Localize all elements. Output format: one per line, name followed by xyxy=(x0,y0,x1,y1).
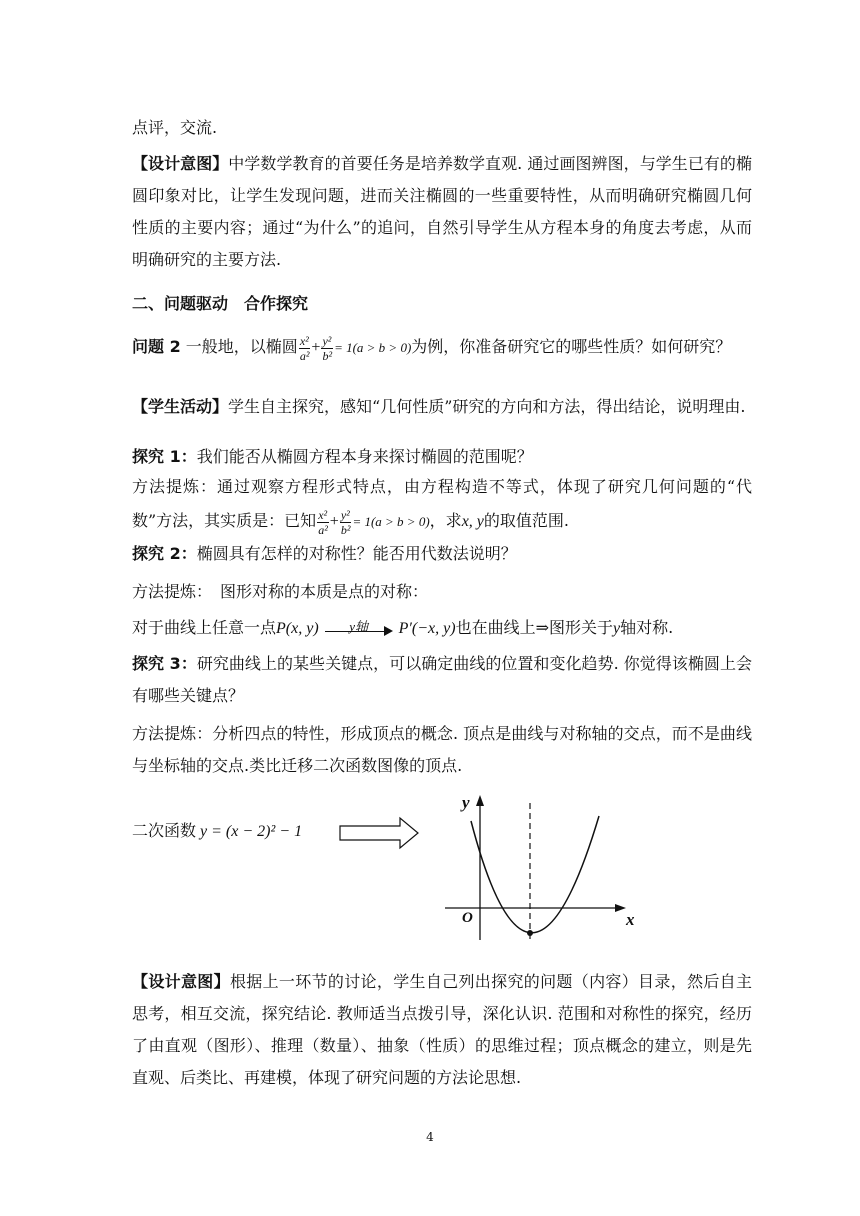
eq2-den-a: a² xyxy=(318,522,328,537)
arrow-label: y轴 xyxy=(349,618,369,634)
quadratic-label: 二次函数 xyxy=(132,821,197,840)
implies-symbol: ⇒ xyxy=(535,618,550,637)
eq2-rhs: = 1(a > b > 0) xyxy=(352,514,430,529)
explore-1-label: 探究 1： xyxy=(132,447,197,466)
explore-3-method: 方法提炼：分析四点的特性，形成顶点的概念. 顶点是曲线与对称轴的交点，而不是曲线与坐标轴的交点.类比迁移二次函数图像的顶点. xyxy=(132,724,752,775)
axis-y-label: y xyxy=(462,793,470,812)
paragraph-comment: 点评，交流. xyxy=(132,118,218,137)
method-1-pre: 方法提炼：通过观察方程形式特点，由方程构造不等式，体现了研究几何问题的“代数”方法，其实质是：已知 xyxy=(132,477,752,530)
problem-post: 为例，你准备研究它的哪些性质？如何研究？ xyxy=(411,337,732,356)
sym-end: 轴对称. xyxy=(620,618,674,637)
x-axis-arrowhead xyxy=(615,904,626,912)
eq-plus: + xyxy=(311,339,321,356)
explore-1-text: 我们能否从椭圆方程本身来探讨椭圆的范围呢？ xyxy=(196,447,533,466)
point-p-prime: P′(−x, y) xyxy=(398,620,456,637)
explore-2-method: 方法提炼： 图形对称的本质是点的对称： xyxy=(132,582,429,601)
page-number: 4 xyxy=(426,1130,434,1144)
design-intent-2-label: 【设计意图】 xyxy=(132,972,230,991)
eq2-den-b: b² xyxy=(340,522,351,537)
design-intent-2-text: 根据上一环节的讨论，学生自己列出探究的问题（内容）目录，然后自主思考，相互交流，探究结论. 教师适当点拨引导，深化认识. 范围和对称性的探究，经历了由直观（图形）、推理（数量）、抽象（性质）的思维过程；顶点概念的建立，则是先直观、后类比、再建模，体现了研究问题的方法论思想. xyxy=(132,972,752,1087)
eq2-plus: + xyxy=(329,513,339,530)
eq-num-y: y² xyxy=(322,333,332,348)
explore-3-label: 探究 3： xyxy=(132,654,197,673)
eq2-num-y: y² xyxy=(340,507,350,522)
eq-num-x: x² xyxy=(299,333,309,348)
hollow-arrow xyxy=(340,818,418,848)
sym-axis: y xyxy=(613,620,621,637)
sym-post: 图形关于 xyxy=(549,618,614,637)
origin-label: O xyxy=(462,910,473,926)
explore-2-label: 探究 2： xyxy=(132,544,197,563)
sym-pre: 对于曲线上任意一点 xyxy=(132,618,277,637)
axis-x-label: x xyxy=(626,910,635,929)
design-intent-text: 中学数学教育的首要任务是培养数学直观. 通过画图辨图，与学生已有的椭圆印象对比，让学生发现问题，进而关注椭圆的一些重要特性，从而明确研究椭圆几何性质的主要内容；通过“为什么”的追问，自然引导学生从方程本身的角度去考虑，从而明确研究的主要方法. xyxy=(132,154,752,269)
method-1-post: ，求 xyxy=(429,511,462,530)
problem-label: 问题 2 xyxy=(132,337,181,356)
problem-pre: 一般地，以椭圆 xyxy=(180,337,298,356)
activity-label: 【学生活动】 xyxy=(132,397,229,416)
eq-den-b: b² xyxy=(322,348,333,363)
design-intent-label: 【设计意图】 xyxy=(132,154,229,173)
quadratic-formula: y = (x − 2)² − 1 xyxy=(200,823,303,840)
explore-2-text: 椭圆具有怎样的对称性？能否用代数法说明？ xyxy=(196,544,517,563)
activity-text: 学生自主探究，感知“几何性质”研究的方向和方法，得出结论，说明理由. xyxy=(228,397,746,416)
eq2-num-x: x² xyxy=(318,507,328,522)
method-1-vars: x, y xyxy=(461,513,484,530)
parabola-curve xyxy=(471,816,599,933)
explore-3-text: 研究曲线上的某些关键点，可以确定曲线的位置和变化趋势. 你觉得该椭圆上会有哪些关键点？ xyxy=(132,654,752,705)
eq-rhs: = 1(a > b > 0) xyxy=(334,340,412,355)
method-1-end: 的取值范围. xyxy=(483,511,569,530)
eq-den-a: a² xyxy=(299,348,310,363)
section-heading: 二、问题驱动 合作探究 xyxy=(132,294,309,313)
vertex-point xyxy=(527,930,533,936)
design-intent-2 xyxy=(132,966,752,1094)
point-p: P(x, y) xyxy=(276,620,319,637)
sym-mid: 也在曲线上 xyxy=(455,618,536,637)
y-axis-arrowhead xyxy=(476,795,484,806)
